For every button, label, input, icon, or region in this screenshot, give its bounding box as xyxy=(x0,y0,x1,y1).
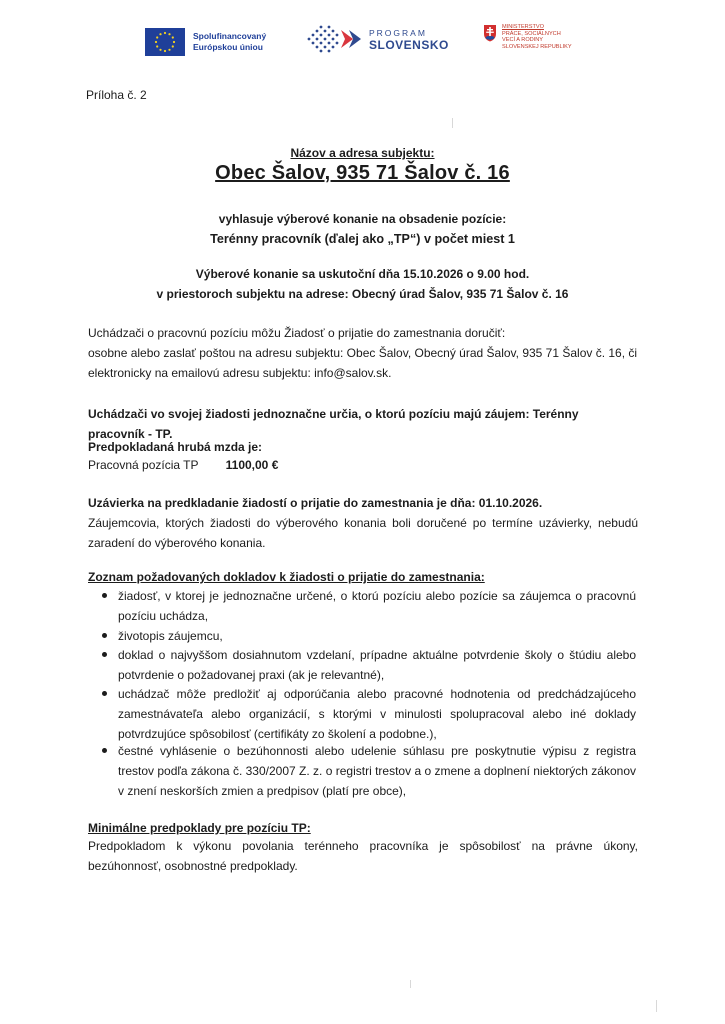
program-logo-top: PROGRAM xyxy=(369,28,427,38)
date-line: Výberové konanie sa uskutoční dňa 15.10.2026 o 9.00 hod. xyxy=(195,267,530,281)
interest-line: Uchádzači vo svojej žiadosti jednoznačne určia, o ktorú pozíciu majú záujem: Terénny pracovník - TP. xyxy=(88,407,579,441)
apply-line: osobne alebo zaslať poštou na adresu subjektu: Obec Šalov, Obecný úrad Šalov, 935 71 Šalov č. 16, či xyxy=(88,346,638,360)
list-item-text: uchádzač môže predložiť aj odporúčania alebo pracovné hodnotenia od predchádzajúceho zamestnávateľa alebo organizácií, s ktorými v minulosti spolupracoval alebo iné doklady potvrdzujúce spôsobilosť (certifikáty zo školení a podobne.), xyxy=(118,687,636,741)
list-item xyxy=(104,586,636,626)
wage-row xyxy=(88,455,638,475)
min-requirements-heading: Minimálne predpoklady pre pozíciu TP: xyxy=(88,821,311,835)
program-dots-icon xyxy=(305,24,363,54)
place-line: v priestoroch subjektu na adrese: Obecný úrad Šalov, 935 71 Šalov č. 16 xyxy=(156,287,569,301)
apply-paragraph xyxy=(88,323,638,383)
subject-name: Obec Šalov, 935 71 Šalov č. 16 xyxy=(215,162,510,184)
list-item xyxy=(104,741,636,801)
bullet-icon xyxy=(102,633,107,638)
annex-label: Príloha č. 2 xyxy=(86,88,147,102)
position-title: Terénny pracovník (ďalej ako „TP“) v počet miest 1 xyxy=(210,232,515,246)
deadline-line: Uzávierka na predkladanie žiadostí o prijatie do zamestnania je dňa: 01.10.2026. xyxy=(88,496,543,510)
program-slovensko-logo xyxy=(305,24,449,54)
list-item xyxy=(104,684,636,744)
ministry-logo xyxy=(483,24,572,50)
wage-heading: Predpokladaná hrubá mzda je: xyxy=(88,440,263,454)
scan-mark xyxy=(452,118,453,128)
list-item xyxy=(104,626,636,646)
list-item xyxy=(104,645,636,685)
min-requirements-text: Predpokladom k výkonu povolania terénneho pracovníka je spôsobilosť na právne úkony, bezúhonnosť, osobnostné predpoklady. xyxy=(88,839,638,873)
bullet-icon xyxy=(102,652,107,657)
wage-position: Pracovná pozícia TP xyxy=(88,458,199,472)
list-item-text: žiadosť, v ktorej je jednoznačne určené, o ktorú pozíciu alebo pozície sa záujemca o pracovnú pozíciu uchádza, xyxy=(118,589,636,623)
bullet-icon xyxy=(102,748,107,753)
scan-mark xyxy=(656,1000,657,1012)
eu-logo xyxy=(145,28,266,56)
header-logos xyxy=(145,22,585,62)
list-item-text: životopis záujemcu, xyxy=(118,629,223,643)
list-item-text: doklad o najvyššom dosiahnutom vzdelaní, prípadne aktuálne potvrdenie školy o štúdiu alebo potvrdenie o požadovanej praxi (ak je relevantné), xyxy=(118,648,636,682)
eu-logo-text: Spolufinancovaný Európskou úniou xyxy=(193,31,267,52)
apply-line: Uchádzači o pracovnú pozíciu môžu Žiadosť o prijatie do zamestnania doručiť: xyxy=(88,326,506,340)
subject-label: Názov a adresa subjektu: xyxy=(290,146,435,160)
scan-mark xyxy=(410,980,411,988)
docs-heading: Zoznam požadovaných dokladov k žiadosti o prijatie do zamestnania: xyxy=(88,570,485,584)
slovak-crest-icon xyxy=(483,24,497,42)
deadline-note: Záujemcovia, ktorých žiadosti do výberového konania boli doručené po termíne uzávierky, nebudú zaradení do výberového konania. xyxy=(88,516,638,550)
wage-amount: 1100,00 € xyxy=(225,458,279,472)
announce-line-1: vyhlasuje výberové konanie na obsadenie pozície: xyxy=(218,212,507,226)
program-logo-bottom: SLOVENSKO xyxy=(369,38,449,52)
list-item-text: čestné vyhlásenie o bezúhonnosti alebo udelenie súhlasu pre poskytnutie výpisu z registra trestov podľa zákona č. 330/2007 Z. z. o registri trestov a o zmene a doplnení niektorých zákonov v znení neskorších zmien a predpisov (platí pre obce), xyxy=(118,744,636,798)
eu-flag-icon xyxy=(145,28,185,56)
bullet-icon xyxy=(102,691,107,696)
ministry-logo-text: MINISTERSTVO PRÁCE, SOCIÁLNYCH VECÍ A RODINY SLOVENSKEJ REPUBLIKY xyxy=(502,24,572,50)
bullet-icon xyxy=(102,593,107,598)
apply-line: elektronicky na emailovú adresu subjektu: info@salov.sk. xyxy=(88,366,392,380)
